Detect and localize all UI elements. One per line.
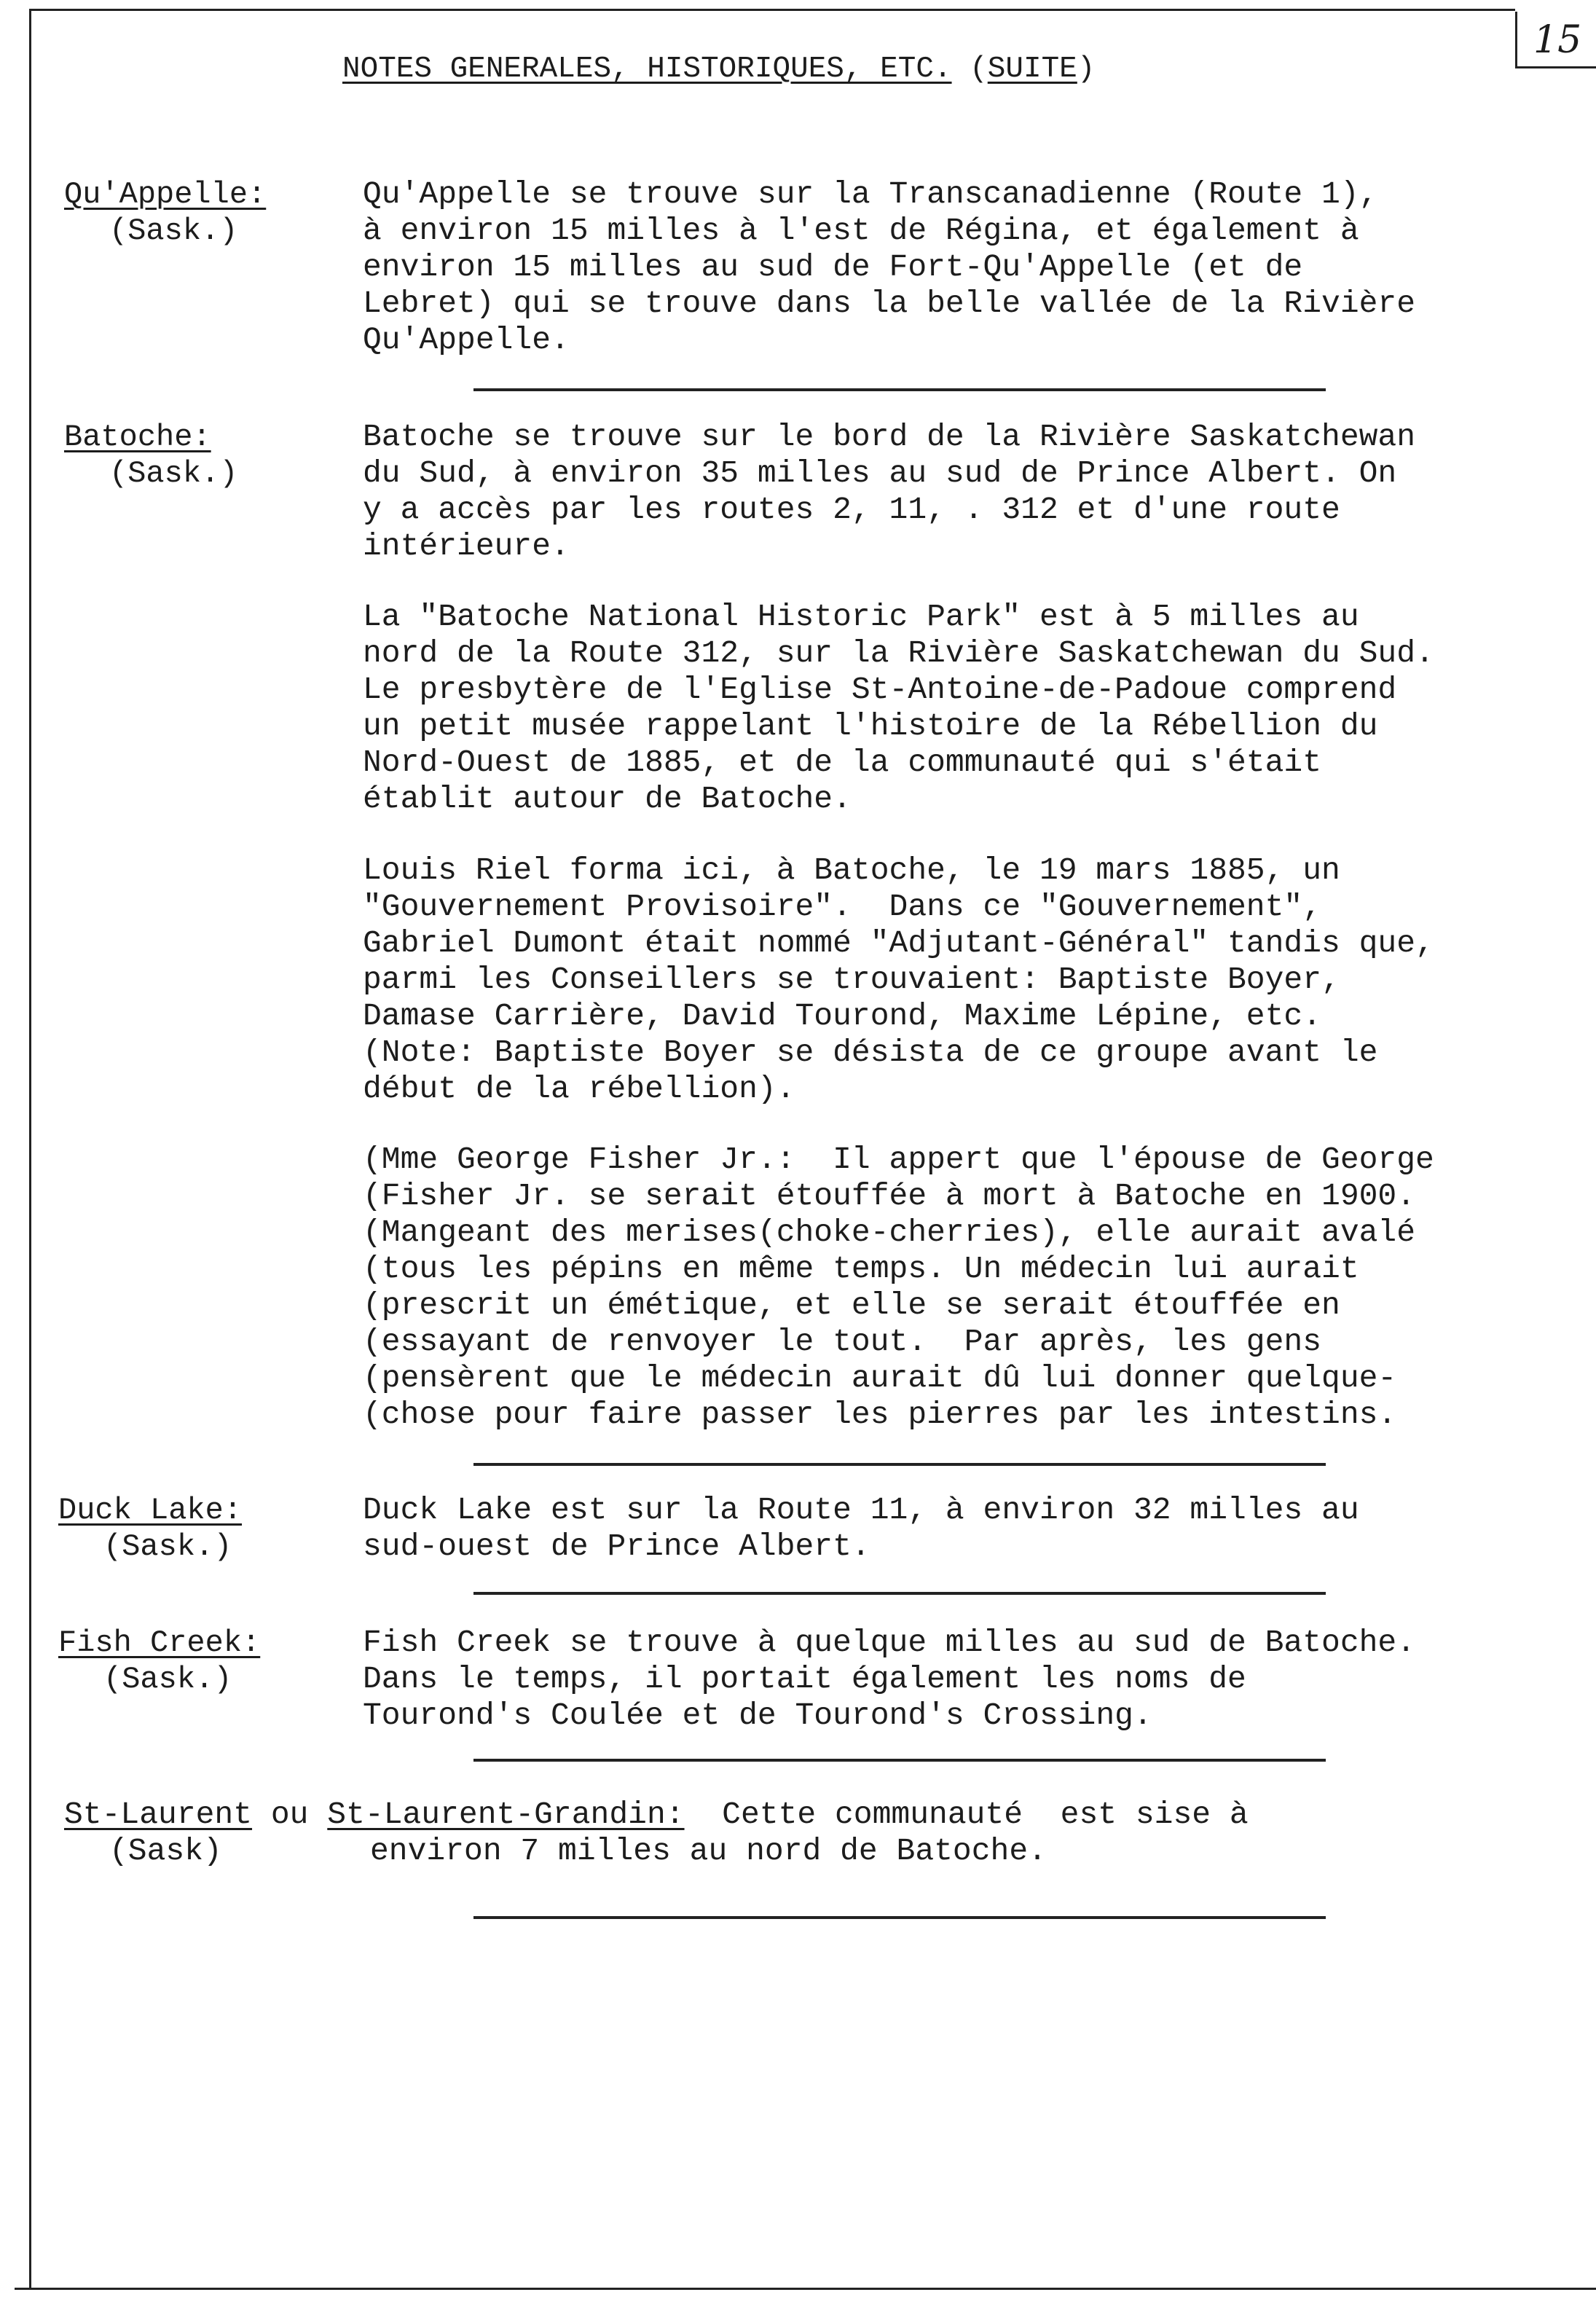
entry-text: Cette communauté est sise à — [684, 1797, 1249, 1832]
location-name: Duck Lake: — [58, 1493, 243, 1528]
location-st-laurent — [64, 1797, 1249, 1833]
entry-paragraph: Fish Creek se trouve à quelque milles au sud de Batoche. Dans le temps, il portait également les noms de Tourond's Coulée et de Tourond's Crossing. — [363, 1625, 1416, 1733]
section-divider — [473, 1592, 1326, 1595]
section-divider — [473, 388, 1326, 391]
section-divider — [473, 1463, 1326, 1466]
entry-paragraph: Duck Lake est sur la Route 11, à environ 32 milles au sud-ouest de Prince Albert. — [363, 1492, 1359, 1564]
entry-paragraph: Batoche se trouve sur le bord de la Rivière Saskatchewan du Sud, à environ 35 milles au sud de Prince Albert. On y a accès par les routes 2, 11, . 312 et d'une route intérieure. — [363, 419, 1416, 564]
page-title: NOTES GENERALES, HISTORIQUES, ETC. (SUITE) — [342, 52, 1096, 86]
location-batoche — [64, 419, 237, 492]
section-divider — [473, 1759, 1326, 1762]
page-title-suite: SUITE — [987, 52, 1077, 86]
entry-paragraph: La "Batoche National Historic Park" est à 5 milles au nord de la Route 312, sur la Rivière Saskatchewan du Sud. Le presbytère de l'Eglise St-Antoine-de-Padoue comprend un petit musée rappelant l'histoire de la Rébellion du Nord-Ouest de 1885, et de la communauté qui s'était établit autour de Batoche. — [363, 599, 1434, 817]
page-number: 15 — [1515, 12, 1596, 68]
location-name: Batoche: — [64, 420, 211, 455]
location-quappelle — [64, 176, 266, 249]
location-province: (Sask.) — [109, 456, 238, 491]
location-province: (Sask.) — [103, 1529, 232, 1564]
page-frame-left — [29, 9, 31, 2288]
entry-paragraph: (Mme George Fisher Jr.: Il appert que l'épouse de George (Fisher Jr. se serait étouffée à mort à Batoche en 1900. (Mangeant des merises(choke-cherries), elle aurait avalé (tous les pépins en même temps. Un médecin lui aurait (prescrit un émétique, et elle se serait étouffée en (essayant de renvoyer le tout. Par après, les gens (pensèrent que le médecin aurait dû lui donner quelque- (chose pour faire passer les pierres par les intestins. — [363, 1142, 1434, 1432]
location-province: (Sask) — [109, 1833, 222, 1869]
page-frame-top — [29, 9, 1515, 11]
entry-text: environ 7 milles au nord de Batoche. — [370, 1833, 1047, 1869]
location-fish-creek — [58, 1625, 260, 1698]
location-duck-lake — [58, 1492, 242, 1565]
location-alt-name: St-Laurent-Grandin: — [327, 1797, 685, 1832]
page-title-main: NOTES GENERALES, HISTORIQUES, ETC. — [342, 52, 952, 86]
entry-paragraph: Louis Riel forma ici, à Batoche, le 19 mars 1885, un "Gouvernement Provisoire". Dans ce "Gouvernement", Gabriel Dumont était nommé "Adjutant-Général" tandis que, parmi les Conseillers se trouvaient: Baptiste Boyer, Damase Carrière, David Tourond, Maxime Lépine, etc. (Note: Baptiste Boyer se désista de ce groupe avant le début de la rébellion). — [363, 852, 1434, 1107]
entry-paragraph: Qu'Appelle se trouve sur la Transcanadienne (Route 1), à environ 15 milles à l'est de Régina, et également à environ 15 milles au sud de Fort-Qu'Appelle (et de Lebret) qui se trouve dans la belle vallée de la Rivière Qu'Appelle. — [363, 176, 1416, 358]
location-province: (Sask.) — [109, 213, 238, 248]
location-connector: ou — [270, 1797, 309, 1832]
section-divider — [473, 1916, 1326, 1919]
location-name: Qu'Appelle: — [64, 177, 267, 212]
location-name: St-Laurent — [64, 1797, 253, 1832]
location-name: Fish Creek: — [58, 1625, 261, 1660]
page-frame-bottom — [15, 2288, 1596, 2290]
location-province: (Sask.) — [103, 1662, 232, 1697]
